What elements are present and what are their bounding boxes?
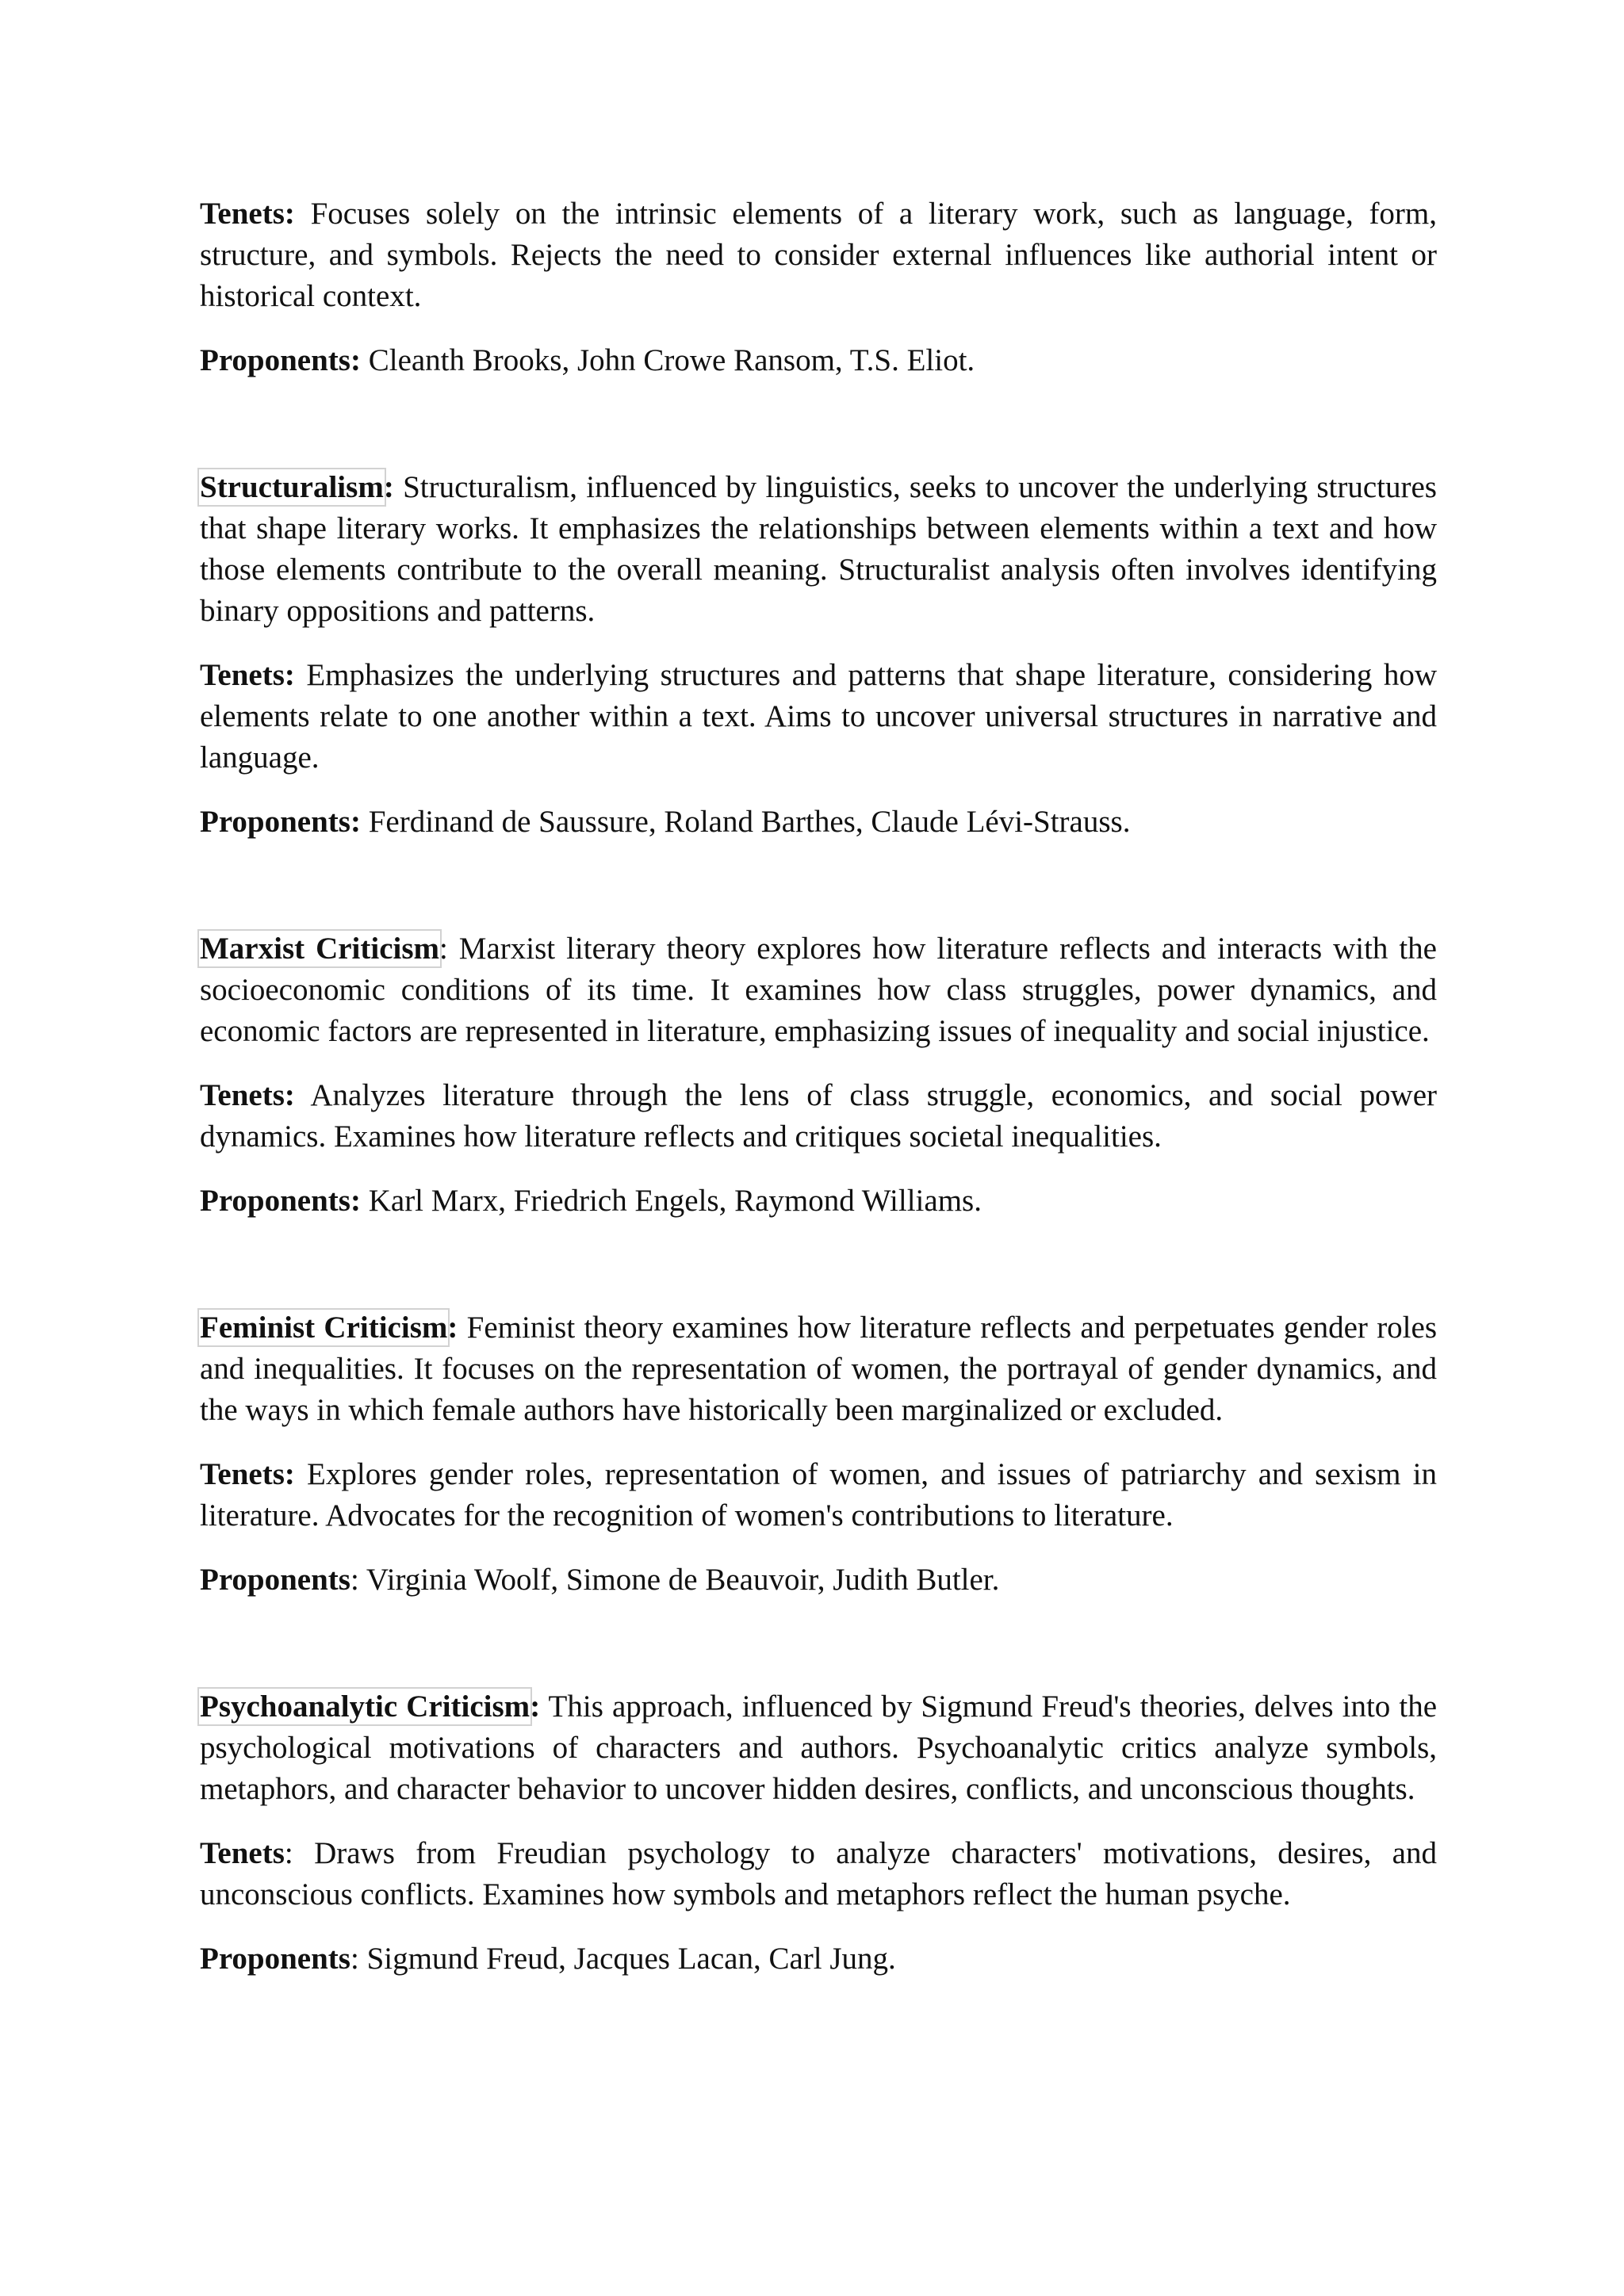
proponents-label: Proponents: bbox=[200, 805, 361, 839]
heading-colon: : bbox=[439, 932, 448, 966]
section-heading: Psychoanalytic Criticism bbox=[200, 1689, 530, 1724]
tenets-label: Tenets: bbox=[200, 1457, 295, 1491]
tenets-paragraph bbox=[200, 1075, 1437, 1158]
tenets-text: : Draws from Freudian psychology to analyze characters' motivations, desires, and unconscious conflicts. Examines how symbols and metaphors reflect the human psyche. bbox=[200, 1836, 1437, 1911]
proponents-paragraph bbox=[200, 1181, 1437, 1222]
section-feminist-criticism bbox=[200, 1307, 1437, 1601]
section-description: Marxist literary theory explores how literature reflects and interacts with the socioeconomic conditions of its time. It examines how class struggles, power dynamics, and economic factors are represented in literature, emphasizing issues of inequality and social injustice. bbox=[200, 932, 1437, 1048]
section-description-paragraph bbox=[200, 467, 1437, 632]
tenets-label: Tenets: bbox=[200, 1078, 295, 1112]
proponents-text: : Sigmund Freud, Jacques Lacan, Carl Jung. bbox=[350, 1942, 896, 1976]
proponents-text: Cleanth Brooks, John Crowe Ransom, T.S. Eliot. bbox=[360, 343, 975, 377]
proponents-label: Proponents: bbox=[200, 1184, 361, 1218]
formalism-tenets-paragraph bbox=[200, 193, 1437, 317]
proponents-label: Proponents bbox=[200, 1563, 350, 1597]
proponents-text: Karl Marx, Friedrich Engels, Raymond Williams. bbox=[360, 1184, 982, 1218]
tenets-text: Emphasizes the underlying structures and patterns that shape literature, considering how elements relate to one another within a text. Aims to uncover universal structures in narrative and language. bbox=[200, 658, 1437, 775]
tenets-paragraph bbox=[200, 655, 1437, 779]
section-heading: Feminist Criticism bbox=[200, 1311, 448, 1345]
proponents-text: : Virginia Woolf, Simone de Beauvoir, Judith Butler. bbox=[350, 1563, 1000, 1597]
tenets-text: Focuses solely on the intrinsic elements of a literary work, such as language, form, structure, and symbols. Rejects the need to consider external influences like authorial intent or historical context. bbox=[200, 197, 1437, 313]
section-heading: Marxist Criticism bbox=[200, 932, 440, 966]
tenets-text: Explores gender roles, representation of women, and issues of patriarchy and sexism in literature. Advocates for the recognition of women's contributions to literature. bbox=[200, 1457, 1437, 1533]
proponents-label: Proponents: bbox=[200, 343, 361, 377]
proponents-paragraph bbox=[200, 1938, 1437, 1980]
tenets-paragraph bbox=[200, 1833, 1437, 1915]
section-marxist-criticism bbox=[200, 928, 1437, 1222]
heading-colon: : bbox=[530, 1689, 541, 1724]
section-description: This approach, influenced by Sigmund Freud's theories, delves into the psychological motivations of characters and authors. Psychoanalytic critics analyze symbols, metaphors, and character behavior to uncover hidden desires, conflicts, and unconscious thoughts. bbox=[200, 1689, 1438, 1806]
proponents-paragraph bbox=[200, 1559, 1437, 1601]
proponents-label: Proponents bbox=[200, 1942, 350, 1976]
tenets-text: Analyzes literature through the lens of class struggle, economics, and social power dynamics. Examines how literature reflects and critiques societal inequalities. bbox=[200, 1078, 1437, 1154]
section-description-paragraph bbox=[200, 1307, 1437, 1431]
section-description-paragraph bbox=[200, 1686, 1437, 1810]
section-psychoanalytic-criticism bbox=[200, 1686, 1437, 1980]
tenets-paragraph bbox=[200, 1454, 1437, 1536]
section-description-paragraph bbox=[200, 928, 1437, 1052]
proponents-paragraph bbox=[200, 802, 1437, 843]
formalism-proponents-paragraph bbox=[200, 340, 1437, 381]
section-structuralism bbox=[200, 467, 1437, 843]
section-description: Feminist theory examines how literature reflects and perpetuates gender roles and inequalities. It focuses on the representation of women, the portrayal of gender dynamics, and the ways in which female authors have historically been marginalized or excluded. bbox=[200, 1311, 1437, 1427]
tenets-label: Tenets: bbox=[200, 197, 295, 231]
heading-colon: : bbox=[383, 470, 394, 504]
proponents-text: Ferdinand de Saussure, Roland Barthes, Claude Lévi-Strauss. bbox=[360, 805, 1131, 839]
tenets-label: Tenets bbox=[200, 1836, 285, 1870]
section-heading: Structuralism bbox=[200, 470, 384, 504]
section-description: Structuralism, influenced by linguistics, seeks to uncover the underlying structures that shape literary works. It emphasizes the relationships between elements within a text and how those elements contribute to the overall meaning. Structuralist analysis often involves identifying binary oppositions and patterns. bbox=[200, 470, 1437, 628]
heading-colon: : bbox=[447, 1311, 458, 1345]
document-body bbox=[200, 193, 1437, 1980]
tenets-label: Tenets: bbox=[200, 658, 295, 692]
